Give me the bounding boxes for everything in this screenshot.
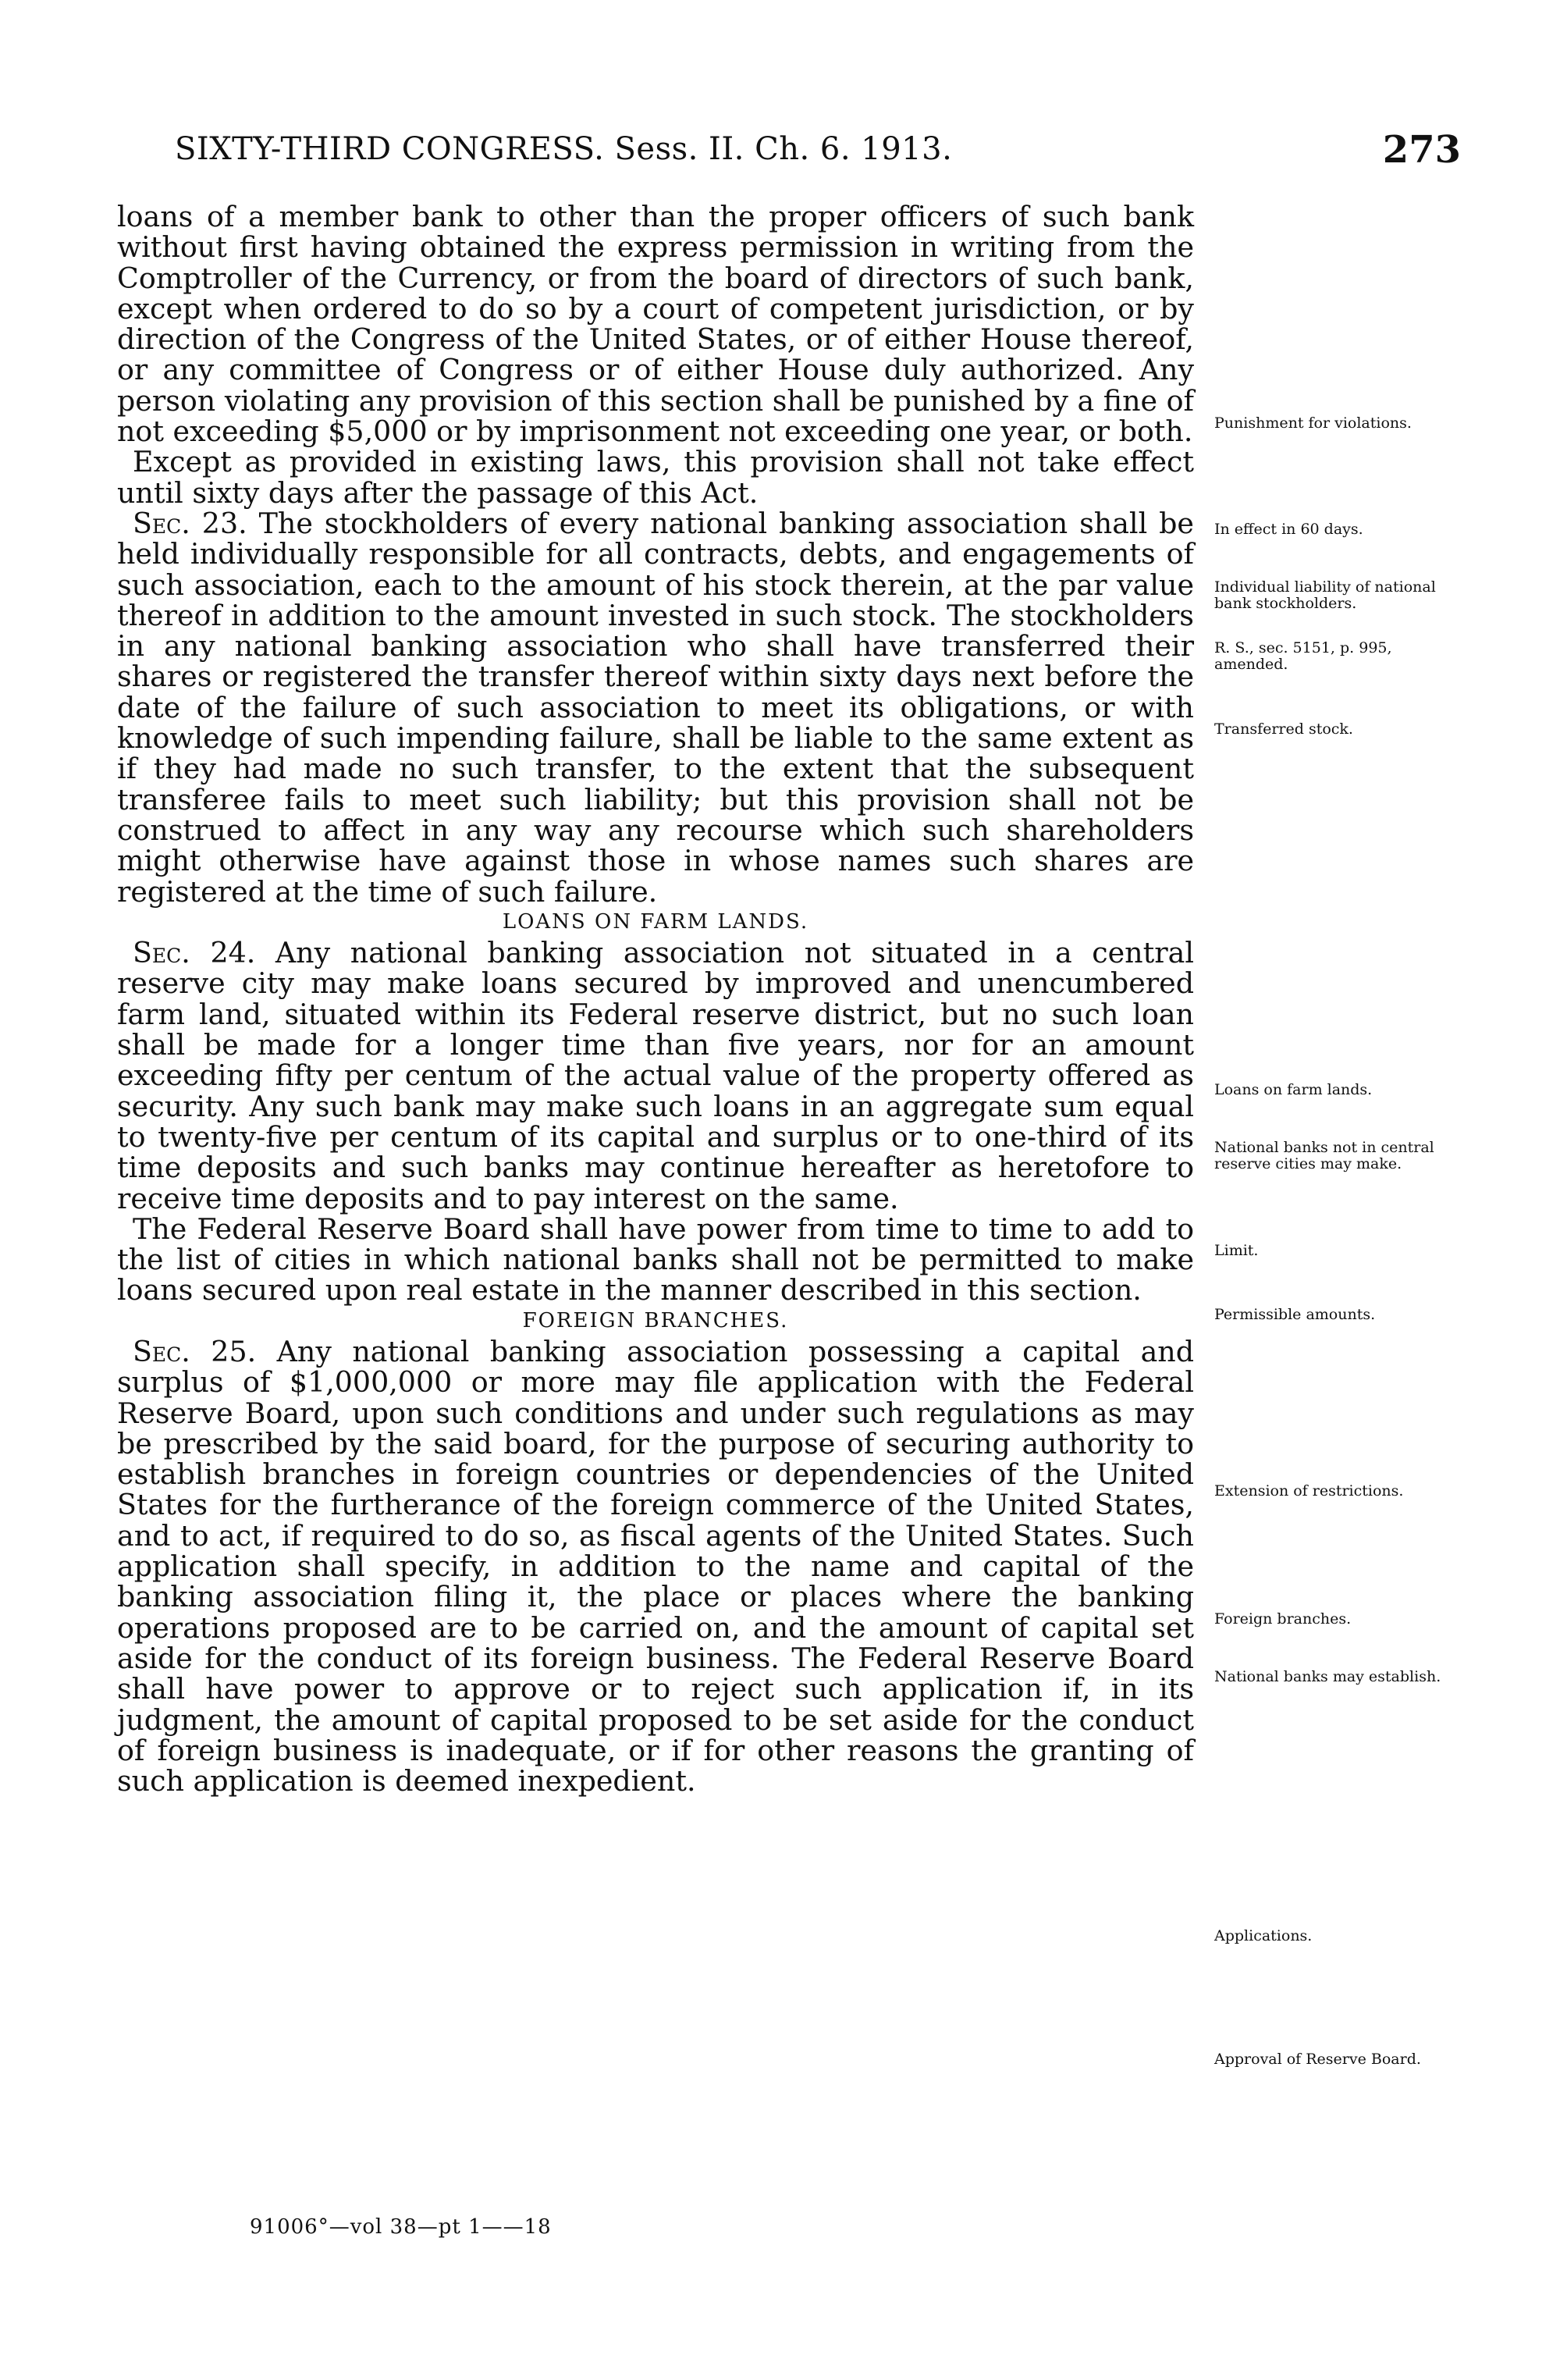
margin-note-transferred-stock: Transferred stock. <box>1214 720 1353 738</box>
section-label: Sec. 24. <box>133 936 256 970</box>
margin-note-national-banks-may: National banks may establish. <box>1214 1668 1441 1685</box>
margin-note-punishment: Punishment for violations. <box>1214 414 1412 432</box>
margin-note-limit: Limit. <box>1214 1242 1259 1259</box>
section-text: The stockholders of every national banking association shall be held individually responsible for all contracts, debts, and engagements of such association, each to the amount of his stock therein, at the par value thereof in addition to the amount invested in such stock. The stockholders in any national banking association who shall have transferred their shares or registered the transfer thereof within sixty days next before the date of the failure of such association to meet its obligations, or with knowledge of such impending failure, shall be liable to the same extent as if they had made no such transfer, to the extent that the subsequent transferee fails to meet such liability; but this provision shall not be construed to affect in any way any recourse which such shareholders might otherwise have against those in whose names such shares are registered at the time of such failure. <box>117 506 1194 909</box>
statute-body <box>117 201 1194 1796</box>
margin-note-loans-on-farm-lands: Loans on farm lands. <box>1214 1081 1373 1098</box>
margin-note-approval: Approval of Reserve Board. <box>1214 2051 1421 2068</box>
heading-loans-on-farm-lands: LOANS ON FARM LANDS. <box>502 909 809 934</box>
section-label: Sec. 25. <box>133 1334 257 1368</box>
margin-note-rs-citation: R. S., sec. 5151, p. 995, amended. <box>1214 639 1392 673</box>
heading-foreign-branches: FOREIGN BRANCHES. <box>522 1308 789 1332</box>
margin-note-individual-liability: Individual liability of national bank stockholders. <box>1214 578 1436 612</box>
section-25 <box>117 1336 1194 1796</box>
margin-note-foreign-branches: Foreign branches. <box>1214 1610 1352 1628</box>
running-head <box>175 128 1461 178</box>
session-heading: SIXTY-THIRD CONGRESS. Sess. II. Ch. 6. 1913. <box>175 131 953 167</box>
section-text: Any national banking association not situated in a central reserve city may make loans secured by improved and unencumbered farm land, situated within its Federal reserve district, but no such loan shall be made for a longer time than five years, nor for an amount exceeding fifty per centum of the actual value of the property offered as security. Any such bank may make such loans in an aggregate sum equal to twenty-five per centum of its capital and surplus or to one-third of its time deposits and such banks may continue hereafter as heretofore to receive time deposits and to pay interest on the same. <box>117 936 1194 1215</box>
print-signature: 91006°—vol 38—pt 1——18 <box>250 2215 552 2239</box>
margin-note-applications: Applications. <box>1214 1927 1313 1944</box>
section-23 <box>117 508 1194 907</box>
paragraph-effective-date: Except as provided in existing laws, this provision shall not take effect until sixty days after the passage of this Act. <box>117 445 1194 510</box>
margin-note-in-effect: In effect in 60 days. <box>1214 521 1363 538</box>
section-24 <box>117 937 1194 1214</box>
section-label: Sec. 23. <box>133 506 247 540</box>
margin-note-permissible-amounts: Permissible amounts. <box>1214 1306 1376 1323</box>
margin-note-national-banks-not: National banks not in central reserve cities may make. <box>1214 1139 1434 1172</box>
section-text: Any national banking association possessing a capital and surplus of $1,000,000 or more may file application with the Federal Reserve Board, upon such conditions and under such regulations as may be prescribed by the said board, for the purpose of securing authority to establish branches in foreign countries or dependencies of the United States for the furtherance of the foreign commerce of the United States, and to act, if required to do so, as fiscal agents of the United States. Such application shall specify, in addition to the name and capital of the banking association filing it, the place or places where the banking operations proposed are to be carried on, and the amount of capital set aside for the conduct of its foreign business. The Federal Reserve Board shall have power to approve or to reject such application if, in its judgment, the amount of capital proposed to be set aside for the conduct of foreign business is inadequate, or if for other reasons the granting of such application is deemed inexpedient. <box>117 1334 1194 1798</box>
paragraph-loans-to-officers: loans of a member bank to other than the proper officers of such bank without first having obtained the express permission in writing from the Comptroller of the Currency, or from the board of directors of such bank, except when ordered to do so by a court of competent jurisdiction, or by direction of the Congress of the United States, or of either House thereof, or any committee of Congress or of either House duly authorized. Any person violating any provision of this section shall be punished by a fine of not exceeding $5,000 or by imprisonment not exceeding one year, or both. <box>117 200 1195 449</box>
paragraph-extension: The Federal Reserve Board shall have power from time to time to add to the list of cities in which national banks shall not be permitted to make loans secured upon real estate in the manner described in this section. <box>117 1211 1194 1307</box>
page-number: 273 <box>1382 128 1461 172</box>
margin-note-extension: Extension of restrictions. <box>1214 1482 1404 1500</box>
